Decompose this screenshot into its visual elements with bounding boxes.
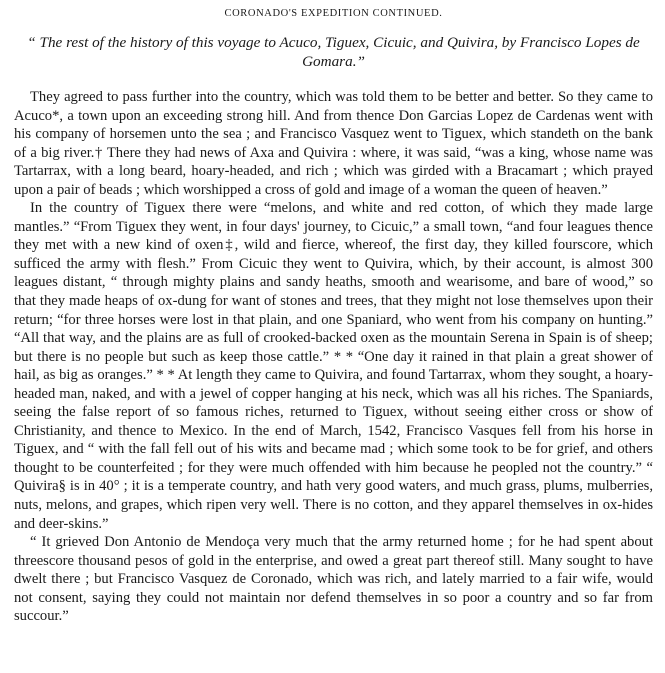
section-subtitle: “ The rest of the history of this voyage to Acuco, Tiguex, Cicuic, and Quivira, by Francisco Lopes de Gomara.” [27,34,640,70]
paragraph-1: They agreed to pass further into the country, which was told them to be better and better. So they came to Acuco*, a town upon an exceeding strong hill. And from thence Don Garcias Lopez de Cardenas went with his company of horsemen unto the sea ; and Francisco Vasquez went to Tiguex, which standeth on the bank of a big river.† There they had news of Axa and Quivira : where, it was said, “was a king, whose name was Tartarrax, with a long beard, hoary-headed, and rich ; which was girded with a Bracamart ; which prayed upon a pair of beads ; which worshipped a cross of gold and image of a woman the queen of heaven.” [14,89,653,198]
paragraph-3: “ It grieved Don Antonio de Mendoça very much that the army returned home ; for he had spent about threescore thousand pesos of gold in the enterprise, and owed a great part thereof still. Many sought to have dwelt there ; but Francisco Vasquez de Coronado, which was rich, and lately married to a fair wife, would not consent, saying they could not maintain nor defend themselves in so poor a country and so far from succour.” [14,534,653,625]
running-header: CORONADO'S EXPEDITION CONTINUED. [224,8,443,19]
paragraph-2: In the country of Tiguex there were “melons, and white and red cotton, of which they made large mantles.” “From Tiguex they went, in four days' journey, to Cicuic,” a small town, “and four leagues thence they met with a new kind of oxen‡, wild and fierce, whereof, the first day, they killed fourscore, which sufficed the army with flesh.” From Cicuic they went to Quivira, which, by their account, is almost 300 leagues distant, “ through mighty plains and sandy heaths, smooth and wearisome, and bare of wood,” so that they made heaps of ox-dung for want of stones and trees, that they might not lose themselves upon their return; “for three horses were lost in that plain, and one Spaniard, who went from his company on hunting.” “All that way, and the plains are as full of crooked-backed oxen as the mountain Serena in Spain is of sheep; but there is no people but such as keep those cattle.” * * “One day it rained in that plain a great shower of hail, as big as oranges.” * * At length they came to Quivira, and found Tartarrax, whom they sought, a hoary-headed man, naked, and with a jewel of copper hanging at his neck, which was all his riches. The Spaniards, seeing the false report of so famous riches, returned to Tiguex, without seeing either cross or show of Christianity, and thence to Mexico. In the end of March, 1542, Francisco Vasques fell from his horse in Tiguex, and “ with the fall fell out of his wits and became mad ; which some took to be for grief, and others thought to be counterfeited ; for they were much offended with him because he peopled not the country.” “ Quivira§ is in 40° ; it is a temperate country, and hath very good waters, and much grass, plums, mulberries, nuts, melons, and grapes, which ripen very well. There is no cotton, and they apparel themselves in ox-hides and deer-skins.” [14,200,653,532]
